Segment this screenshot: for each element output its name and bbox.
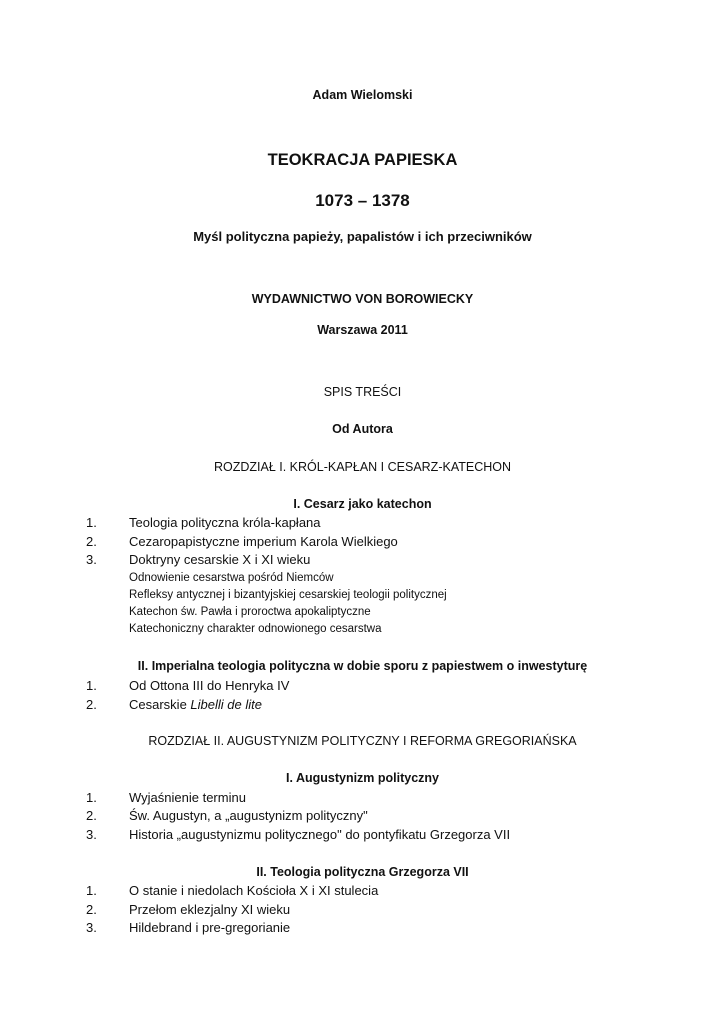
item-text: Doktryny cesarskie X i XI wieku xyxy=(129,552,311,567)
item-text: Przełom eklezjalny XI wieku xyxy=(129,902,291,917)
chapter2-title: ROZDZIAŁ II. AUGUSTYNIZM POLITYCZNY I REFORMA GREGORIAŃSKA xyxy=(148,734,577,748)
list-item xyxy=(0,883,725,901)
book-years: 1073 – 1378 xyxy=(315,191,410,210)
list-item xyxy=(0,552,725,570)
item-number: 3. xyxy=(86,552,97,567)
preface-entry: Od Autora xyxy=(332,422,393,436)
item-number: 3. xyxy=(86,827,97,842)
chapter2-section2-title: II. Teologia polityczna Grzegorza VII xyxy=(256,865,469,879)
place-year: Warszawa 2011 xyxy=(317,323,408,337)
list-item xyxy=(0,678,725,696)
list-item xyxy=(0,920,725,938)
sub-item: Katechon św. Pawła i proroctwa apokaliptyczne xyxy=(129,606,371,618)
item-text-wrapper xyxy=(129,697,262,712)
book-title: TEOKRACJA PAPIESKA xyxy=(267,151,458,169)
item-text: Św. Augustyn, a „augustynizm polityczny" xyxy=(129,808,368,823)
item-text: O stanie i niedolach Kościoła X i XI stulecia xyxy=(129,883,379,898)
publisher: WYDAWNICTWO VON BOROWIECKY xyxy=(251,292,474,306)
item-number: 1. xyxy=(86,678,97,693)
item-number: 2. xyxy=(86,534,97,549)
chapter1-section2-title: II. Imperialna teologia polityczna w dobie sporu z papiestwem o inwestyturę xyxy=(137,659,588,673)
item-number: 2. xyxy=(86,697,97,712)
item-number: 1. xyxy=(86,883,97,898)
item-text-italic: Libelli de lite xyxy=(190,697,262,712)
sub-item: Refleksy antycznej i bizantyjskiej cesarskiej teologii politycznej xyxy=(129,589,447,601)
item-text: Wyjaśnienie terminu xyxy=(129,790,246,805)
item-text: Cezaropapistyczne imperium Karola Wielkiego xyxy=(129,534,398,549)
chapter1-title: ROZDZIAŁ I. KRÓL-KAPŁAN I CESARZ-KATECHON xyxy=(213,460,512,474)
list-item xyxy=(0,808,725,826)
item-text: Teologia polityczna króla-kapłana xyxy=(129,515,321,530)
item-text: Hildebrand i pre-gregorianie xyxy=(129,920,291,935)
list-item xyxy=(0,790,725,808)
item-text: Od Ottona III do Henryka IV xyxy=(129,678,290,693)
item-text: Historia „augustynizmu politycznego" do pontyfikatu Grzegorza VII xyxy=(129,827,511,842)
item-number: 1. xyxy=(86,790,97,805)
item-number: 1. xyxy=(86,515,97,530)
sub-item: Odnowienie cesarstwa pośród Niemców xyxy=(129,572,334,584)
author: Adam Wielomski xyxy=(312,88,413,102)
item-number: 3. xyxy=(86,920,97,935)
item-text: Cesarskie xyxy=(129,697,191,712)
list-item xyxy=(0,827,725,845)
list-item xyxy=(0,534,725,552)
chapter1-section1-title: I. Cesarz jako katechon xyxy=(293,497,432,511)
item-number: 2. xyxy=(86,808,97,823)
toc-heading: SPIS TREŚCI xyxy=(323,385,402,399)
list-item xyxy=(0,902,725,920)
list-item xyxy=(0,515,725,533)
book-subtitle: Myśl polityczna papieży, papalistów i ich przeciwników xyxy=(193,229,532,244)
list-item xyxy=(0,697,725,715)
sub-item: Katechoniczny charakter odnowionego cesarstwa xyxy=(129,623,382,635)
item-number: 2. xyxy=(86,902,97,917)
chapter2-section1-title: I. Augustynizm polityczny xyxy=(285,771,440,785)
